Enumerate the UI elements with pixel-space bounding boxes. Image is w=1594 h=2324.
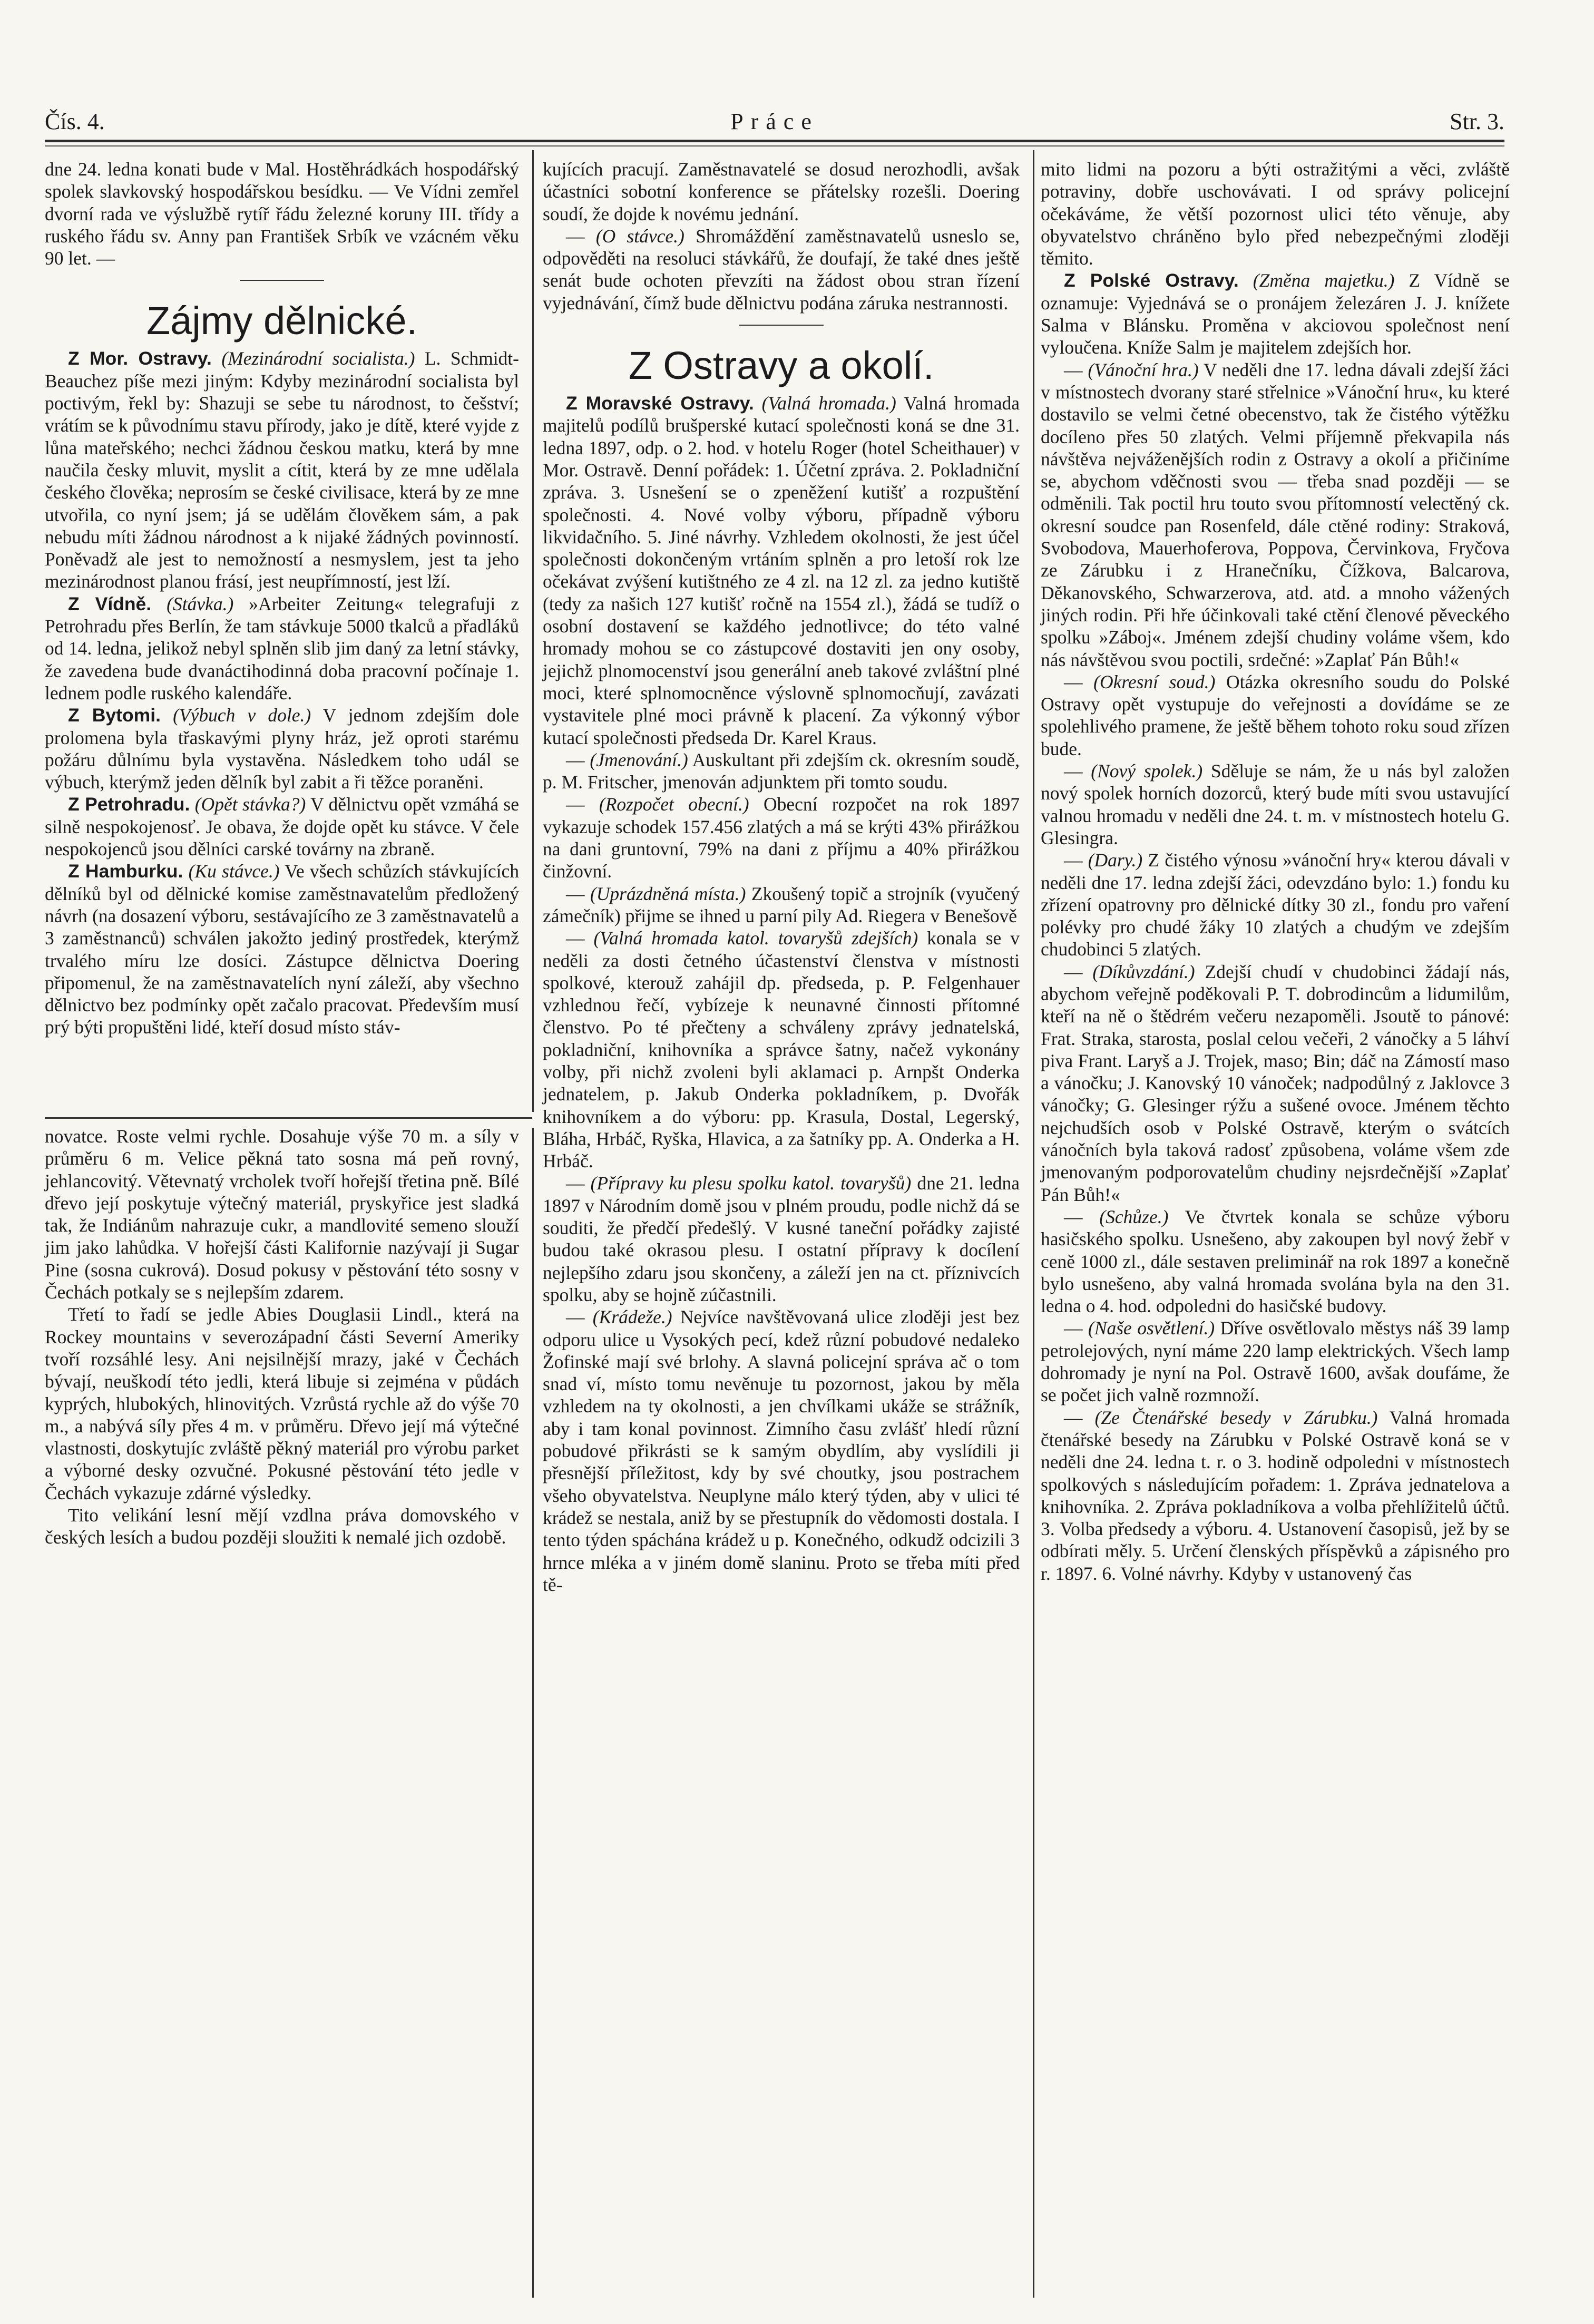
article-strike: — (O stávce.) Shromáždění zaměstnavatelů usneslo se, odpověděti na resoluci stávkářů, že doufají, že také dnes ještě senát bude ochoten převzíti na žádost obou stran řízení vyjednávání, čímž bude dělnictvu podána záruka nestrannosti. <box>543 225 1020 314</box>
article-christmas-play: — (Vánoční hra.) V neděli dne 17. ledna dávali zdejší žáci v místnostech dvorany staré střelnice »Vánoční hru«, ku které dostavilo se velmi četné obecenstvo, tak že čistého výtěžku docíleno přes 50 zlatých. Velmi příjemně překvapila nás návštěva nejváženějších rodin z Ostravy a okolí a přičiníme se, abychom vděčnosti svou — třeba snad později — se odměnili. Tak poctil hru touto svou přítomností velectěný ck. okresní soudce pan Rosenfeld, dále ctěné rodiny: Straková, Svobodova, Mauerhoferova, Poppova, Červinkova, Fryčova ze Zárubku i z Hranečníku, Čížkova, Balcarova, Děkanovského, Schwarzerova, atd. atd. a mnoho vážených jiných rodin. Při hře účinkovali také ctění členové pěveckého spolku »Záboj«. Jménem zdejší chudiny voláme všem, kdo nás návštěvou svou poctili, srdečné: »Zaplať Pán Bůh!« <box>1041 359 1510 670</box>
article-vacancies: — (Uprázdněná místa.) Zkoušený topič a strojník (vyučený zámečník) přijme se ihned u parní pily Ad. Riegera v Benešově <box>543 883 1020 926</box>
article-ostrava: Z Mor. Ostravy. (Mezinárodní socialista.) L. Schmidt-Beauchez píše mezi jiným: Kdyby mezinárodní socialista byl poctivým, řekl by: Shazuji se sebe tu národnost, to češství; vrátím se k původnímu stavu přírody, jako je dítě, které vyjde z lůna mateřského; nechci žádnou českou matku, která by mne naučila česky mluvit, myslit a cítit, která by ze mne udělala českého člověka; neprosím se české civilisace, která by ze mne utvořila, co nyní jsem; já se udělám člověkem sám, a pak nebudu míti žádnou národnost a k nijaké žádných povinností. Poněvadž ale jest to nemožností a nesmyslem, jest ta jeho mezinárodnost planou frásí, jest neupřímností, jest lží. <box>45 348 519 592</box>
forestry-paragraph-2: Třetí to řadí se jedle Abies Douglasii Lindl., která na Rockey mountains v severozápadní části Severní Ameriky tvoří rozsáhlé lesy. Ani nejsilnější mrazy, jaké v Čechách bývají, neuškodí této jedli, která libuje si zejména v půdách kyprých, hlubokých, hlinovitých. Vzrůstá rychle až do výše 70 m., a nabývá síly přes 4 m. v průměru. Dřevo její má výtečné vlastnosti, doskytujíc zvláště pěkný materiál pro výrobu parket a výborné desky ozvučné. Pokusné pěstování této jedle v Čechách vykazuje zdárné výsledky. <box>45 1304 519 1503</box>
article-budget: — (Rozpočet obecní.) Obecní rozpočet na rok 1897 vykazuje schodek 157.456 zlatých a má se krýti 43% přirážkou na dani gruntovní, 79% na dani z příjmu a 40% přirážkou činžovní. <box>543 794 1020 882</box>
column-divider-2 <box>1033 150 1034 2298</box>
page-number: Str. 3. <box>1450 109 1504 134</box>
article-hamburg: Z Hamburku. (Ku stávce.) Ve všech schůzích stávkujících dělníků byl od dělnické komise zaměstnavatelům předložený návrh (na dosazení výboru, sestávajícího ze 3 zaměstnavatelů a 3 zaměstnanců) schválen jakožto jediný prostředek, kterýmž trvalého míru lze dosíci. Zástupce dělnictva Doering připomenul, že na zaměstnavatelích nyní záleží, aby všechno dělnictvo bez podmínky opět začalo pracovat. Především musí prý býti propuštěni lidé, kteří dosud místo stáv- <box>45 861 519 1038</box>
article-district-court: — (Okresní soud.) Otázka okresního soudu do Polské Ostravy opět vystupuje do veřejnosti a dovídáme se ze spolehlivého pramene, že ještě během tohoto roku soud zřízen bude. <box>1041 671 1510 759</box>
article-polska-ostrava: Z Polské Ostravy. (Změna majetku.) Z Vídně se oznamuje: Vyjednává se o pronájem železáren J. J. knížete Salma v Blánsku. Proměna v akciovou společnost není vyloučena. Kníže Salm je majitelem zdejších hor. <box>1041 270 1510 358</box>
article-new-society: — (Nový spolek.) Sděluje se nám, že u nás byl založen nový spolek horních dozorců, který bude míti svou ustavující valnou hromadu v neděli dne 24. t. m. v místnostech hotelu G. Glesingra. <box>1041 760 1510 848</box>
column-2 <box>543 158 1020 1596</box>
column-divider-1b <box>532 1128 534 2298</box>
article-thefts: — (Krádeže.) Nejvíce navštěvovaná ulice zloději jest bez odporu ulice u Vysokých pecí, kdež různí pobudové nedaleko Žofinské mají své brlohy. A slavná policejní správa ač o tom snad ví, místo tomu nevěnuje tu pozornost, jakou by měla vzhledem na ty okolnosti, a jen chvílkami ukáže se strážník, aby i tam konal povinnost. Zimního času zvlášť hledí různí pobudové přikrásti se k samým obydlím, aby vyslídili ji přesnější příležitost, kdy by své choutky, jsou postrachem všeho obyvatelstva. Neuplyne málo který týden, aby v ulici té krádež se nestala, aniž by se přestupník do vědomosti dostala. I tento týden spáchána krádež u p. Konečného, odkudž odcizili 3 hrnce mléka a v jiném domě slaninu. Proto se třeba míti před tě- <box>543 1306 1020 1595</box>
article-appointment: — (Jmenování.) Auskultant při zdejším ck. okresním soudě, p. M. Fritscher, jmenován adjunktem při tomto soudu. <box>543 749 1020 793</box>
article-reading-society: — (Ze Čtenářské besedy v Zárubku.) Valná hromada čtenářské besedy na Zárubku v Polské Ostravě koná se v neděli dne 24. ledna t. r. o 3. hodině odpoledni v místnostech spolkových s následujícím pořadem: 1. Zpráva jednatelova a knihovníka. 2. Zpráva pokladníkova a volba přehlížitelů účtů. 3. Volba předsedy a výboru. 4. Ustanovení časopisů, jež by se odbírati měly. 5. Určení členských příspěvků a zápisného pro r. 1897. 6. Volné návrhy. Kdyby v ustanovený čas <box>1041 1407 1510 1584</box>
header-rule-thin <box>45 145 1504 147</box>
column-3 <box>1041 158 1510 1585</box>
article-donations: — (Dary.) Z čistého výnosu »vánoční hry« kterou dávali v neděli dne 17. ledna zdejší žáci, odevzdáno bylo: 1.) fondu ku zřízení opatrovny pro dělnické dítky 30 zl., fondu pro vaření polévky pro chudé žáky 10 zlatých a chudým ve zdejším chudobinci 5 zlatých. <box>1041 849 1510 960</box>
column-1 <box>45 158 519 1039</box>
article-journeymen-meeting: — (Valná hromada katol. tovaryšů zdejších) konala se v neděli za dosti četného účastenství členstva v místnosti spolkové, kterouž zahájil dp. předseda, p. P. Felgenhauer vzhlednou řečí, vybízeje k neunavné činnosti přítomné členstvo. Po té přečteny a schváleny zprávy jednatelská, pokladniční, knihovníka a správce šatny, načež vykonány volby, při nichž zvoleni byli aklamaci p. Arnpšt Onderka jednatelem, p. Jakub Onderka pokladníkem, p. Dvořák knihovníkem a do výboru: pp. Krasula, Dostal, Legerský, Bláha, Hrbáč, Ryška, Hlavica, a za šatníky pp. A. Onderka a H. Hrbáč. <box>543 927 1020 1172</box>
section-rule <box>45 1117 532 1119</box>
article-ball: — (Přípravy ku plesu spolku katol. tovaryšů) dne 21. ledna 1897 v Národním domě jsou v plném proudu, podle nichž dá se souditi, že předčí předešlý. V kusné taneční pořádky zajisté budou také okrasou plesu. I ostatní přípravy k docílení nejlepšího zdaru jsou skončeny, a záleží jen na ct. příznivcích spolku, aby se hojně zúčastnili. <box>543 1173 1020 1305</box>
article-meeting: — (Schůze.) Ve čtvrtek konala se schůze výboru hasičského spolku. Usnešeno, aby zakoupen byl nový žebř v ceně 1000 zl., dále sestaven preliminář na rok 1897 a konečně bylo usnešeno, aby valná hromada svolána byla na den 31. ledna o 4. hod. odpoledni do hasičské budovy. <box>1041 1206 1510 1317</box>
forestry-paragraph-1: novatce. Roste velmi rychle. Dosahuje výše 70 m. a síly v průměru 6 m. Velice pěkná tato sosna má peň rovný, jehlancovitý. Větevnatý vrcholek tvoří hořejší třetina pně. Bílé dřevo její poskytuje výtečný materiál, pryskyřice jest sladká tak, že Indiánům nahrazuje cukr, a mandlovité semeno slouží jim jako lahůdka. V hořejší části Kalifornie nazývají ji Sugar Pine (sosna cukrová). Dosud pokusy v pěstování této sosny v Čechách potkaly se s nejlepším zdarem. <box>45 1126 519 1303</box>
article-thefts-continued: mito lidmi na pozoru a býti ostražitými a věci, zvláště potraviny, dobře uschovávati. I od správy policejní očekáváme, že větší pozornost ulici této věnuje, aby obyvatelstvo chráněno bylo před nebezpečnými zloději těmito. <box>1041 159 1510 269</box>
article-moravska-ostrava: Z Moravské Ostravy. (Valná hromada.) Valná hromada majitelů podílů brušperské kutací společnosti koná se dne 31. ledna 1897, odp. o 2. hod. v hotelu Roger (hotel Scheithauer) v Mor. Ostravě. Denní pořádek: 1. Účetní zpráva. 2. Pokladniční zpráva. 3. Usnešení se o zpeněžení kutišť a rozpuštění společnosti. 4. Nové volby výboru, případně výboru likvidačního. 5. Jiné návrhy. Vzhledem okolnosti, že jest účel společnosti dokončeným vrtáním splněn a pro letoší rok lze očekávat zvýšení kutištného ze 4 zl. na 12 zl. za jedno kutiště (tedy za našich 127 kutišť ročně na 1554 zl.), žádá se tudíž o osobní dostavení se každého jednotlivce; do této valné hromady mohou se co zástupcové dostaviti jen ony osoby, jejichž plnomocenství jsou generální aneb takové zvláštní plné moci, které splnomocněnce výslovně splnomocňují, zavázati vystavitele plné moci právně k placení. Za výkonný výbor kutací společnosti předseda Dr. Karel Kraus. <box>543 393 1020 748</box>
article-thanks: — (Díkůvzdání.) Zdejší chudí v chudobinci žádají nás, abychom veřejně poděkovali P. T. dobrodincům a lidumilům, kteří na ně o štědrém večeru nezapoměli. Jsoutě to pánové: Frat. Straka, starosta, poslal celou večeři, 2 vánočky a 5 láhví piva Frant. Laryš a J. Trojek, maso; Bin; dáč na Zámostí maso a vánočku; J. Kanovský 10 vánoček; nadpodůlný z Jaklovce 3 vánočky; G. Glesinger rýžu a sušené ovoce. Jménem těchto nejchudších osob v Polské Ostravě, kterým o svátcích vánočních byla taková radosť způsobena, voláme všem zde jmenovaným podporovatelům chudiny nejsrdečnější »Zaplať Pán Bůh!« <box>1041 961 1510 1205</box>
newspaper-title: Práce <box>730 109 819 134</box>
article-lighting: — (Naše osvětlení.) Dříve osvětlovalo městys náš 39 lamp petrolejových, nyní máme 220 lamp elektrických. Všech lamp dohromady je nyní na Pol. Ostravě 1600, avšak doufáme, že se počet jich valně rozmnoží. <box>1041 1317 1510 1406</box>
intro-paragraph: dne 24. ledna konati bude v Mal. Hostěhrádkách hospodářský spolek slavkovský hospodářskou besídku. — Ve Vídni zemřel dvorní rada ve výslužbě rytíř řádu železné koruny III. třídy a ruského řádu sv. Anny pan František Srbík ve vzácném věku 90 let. — <box>45 159 519 269</box>
article-strike-continued: kujících pracují. Zaměstnavatelé se dosud nerozhodli, avšak účastníci sobotní konference se přátelsky rozešli. Doering soudí, že dojde k novému jednání. <box>543 159 1020 224</box>
divider <box>240 280 324 281</box>
issue-number: Čís. 4. <box>45 109 105 134</box>
column-divider-1 <box>532 150 534 1112</box>
article-bytom: Z Bytomi. (Výbuch v dole.) V jednom zdejším dole prolomena byla třaskavými plyny hráz, jež oproti starému požáru důlnímu byla vystavěna. Následkem toho udál se výbuch, kterýmž jeden dělník byl zabit a ři těžce poraněni. <box>45 705 520 793</box>
article-petrograd: Z Petrohradu. (Opět stávka?) V dělnictvu opět vzmáhá se silně nespokojenosť. Je obava, že dojde opět ku stávce. V čele nespokojenců jsou dělníci carské továrny na zbraně. <box>45 794 519 860</box>
divider <box>739 325 824 326</box>
header-rule <box>45 140 1504 142</box>
section-heading-labor: Zájmy dělnické. <box>146 299 418 343</box>
forestry-paragraph-3: Tito velikání lesní mějí vzdlna práva domovského v českých lesích a budou později sloužiti k nemalé jich ozdobě. <box>45 1505 519 1548</box>
column-1-bottom <box>45 1125 519 1549</box>
section-heading-ostrava: Z Ostravy a okolí. <box>628 344 934 388</box>
article-vienna: Z Vídně. (Stávka.) »Arbeiter Zeitung« telegrafuji z Petrohradu přes Berlín, že tam stávkuje 5000 tkalců a přadláků od 14. ledna, jelikož nebyl splněn slib jim daný za letní stávky, že zavedena bude dvanáctihodinná doba pracovní počínaje 1. lednem podle ruského kalendáře. <box>45 593 520 704</box>
